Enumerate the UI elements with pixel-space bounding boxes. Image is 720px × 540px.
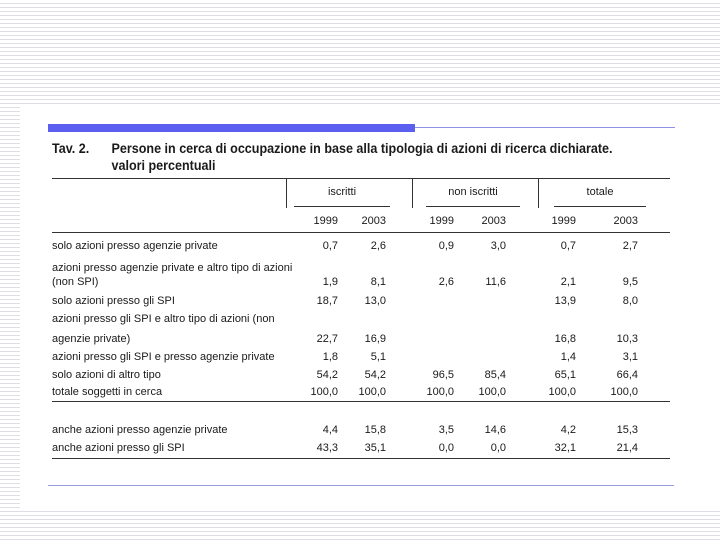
table-cell: 0,9 [438, 240, 454, 252]
table-top-rule [52, 178, 670, 179]
table-cell: 11,6 [485, 276, 506, 288]
table-cell: 18,7 [316, 295, 338, 307]
year-header: 2003 [361, 215, 386, 227]
table-cell: 15,8 [364, 424, 386, 436]
table-cell: 0,0 [438, 442, 454, 454]
group-underline [426, 206, 520, 207]
table-cell: 66,4 [616, 369, 638, 381]
group-underline [294, 206, 390, 207]
table-number: Tav. 2. [52, 141, 90, 156]
row-label: azioni presso gli SPI e altro tipo di azioni (non [52, 313, 275, 325]
row-label: azioni presso agenzie private e altro tipo di azioni [52, 262, 293, 274]
table-cell: 2,6 [370, 240, 386, 252]
year-header: 1999 [551, 215, 576, 227]
accent-bar [48, 124, 415, 132]
table-cell: 3,0 [490, 240, 506, 252]
table-cell: 14,6 [484, 424, 506, 436]
header-divider-3 [538, 178, 539, 208]
row-label: anche azioni presso gli SPI [52, 442, 185, 454]
table-cell: 9,5 [622, 276, 638, 288]
table-cell: 5,1 [370, 351, 386, 363]
row-label: azioni presso gli SPI e presso agenzie private [52, 351, 275, 363]
table-cell: 32,1 [554, 442, 576, 454]
row-label: solo azioni presso agenzie private [52, 240, 218, 252]
table-cell: 4,2 [560, 424, 576, 436]
group-header: iscritti [327, 186, 357, 198]
table-cell: 96,5 [432, 369, 454, 381]
table-cell: 13,0 [364, 295, 386, 307]
table-cell: 65,1 [554, 369, 576, 381]
total-rule [52, 401, 670, 402]
table-cell: 35,1 [364, 442, 386, 454]
header-bottom-rule [52, 232, 670, 233]
row-label: agenzie private) [52, 333, 131, 345]
table-cell: 16,8 [554, 333, 576, 345]
year-header: 1999 [313, 215, 338, 227]
table-cell: 21,4 [616, 442, 638, 454]
table-cell: 4,4 [322, 424, 338, 436]
table-cell: 100,0 [478, 386, 506, 398]
table-cell: 8,0 [622, 295, 638, 307]
table-image [48, 136, 674, 458]
row-label: solo azioni di altro tipo [52, 369, 161, 381]
row-label: totale soggetti in cerca [52, 386, 163, 398]
table-cell: 2,1 [560, 276, 576, 288]
row-label: anche azioni presso agenzie private [52, 424, 228, 436]
year-header: 1999 [429, 215, 454, 227]
table-cell: 0,7 [560, 240, 576, 252]
table-cell: 13,9 [554, 295, 576, 307]
table-bottom-rule [52, 458, 670, 459]
table-cell: 100,0 [548, 386, 576, 398]
table-cell: 15,3 [616, 424, 638, 436]
table-title [52, 140, 629, 174]
year-header: 2003 [613, 215, 638, 227]
table-cell: 1,9 [322, 276, 338, 288]
table-cell: 0,7 [322, 240, 338, 252]
table-cell: 16,9 [364, 333, 386, 345]
title-line-1: Persone in cerca di occupazione in base alla tipologia di azioni di ricerca dichiarate. [111, 141, 613, 156]
header-divider-1 [286, 178, 287, 208]
table-cell: 10,3 [616, 333, 638, 345]
table-cell: 0,0 [490, 442, 506, 454]
table-cell: 3,1 [622, 351, 638, 363]
table-cell: 100,0 [310, 386, 338, 398]
table-cell: 22,7 [316, 333, 338, 345]
table-cell: 54,2 [316, 369, 338, 381]
bottom-rule [48, 485, 674, 486]
accent-line [415, 127, 675, 128]
row-label: (non SPI) [52, 276, 99, 288]
table-cell: 100,0 [426, 386, 454, 398]
table-cell: 85,4 [484, 369, 506, 381]
table-cell: 2,7 [622, 240, 638, 252]
table-cell: 8,1 [370, 276, 386, 288]
table-cell: 100,0 [358, 386, 386, 398]
table-cell: 1,8 [322, 351, 338, 363]
table-cell: 2,6 [438, 276, 454, 288]
row-label: solo azioni presso gli SPI [52, 295, 175, 307]
group-header: non iscritti [448, 186, 498, 198]
table-cell: 1,4 [560, 351, 576, 363]
table-cell: 3,5 [438, 424, 454, 436]
group-underline [554, 206, 646, 207]
table-cell: 43,3 [316, 442, 338, 454]
year-header: 2003 [481, 215, 506, 227]
table-cell: 54,2 [364, 369, 386, 381]
header-divider-2 [412, 178, 413, 208]
table-cell: 100,0 [610, 386, 638, 398]
title-line-2: valori percentuali [111, 158, 216, 173]
group-header: totale [586, 186, 614, 198]
